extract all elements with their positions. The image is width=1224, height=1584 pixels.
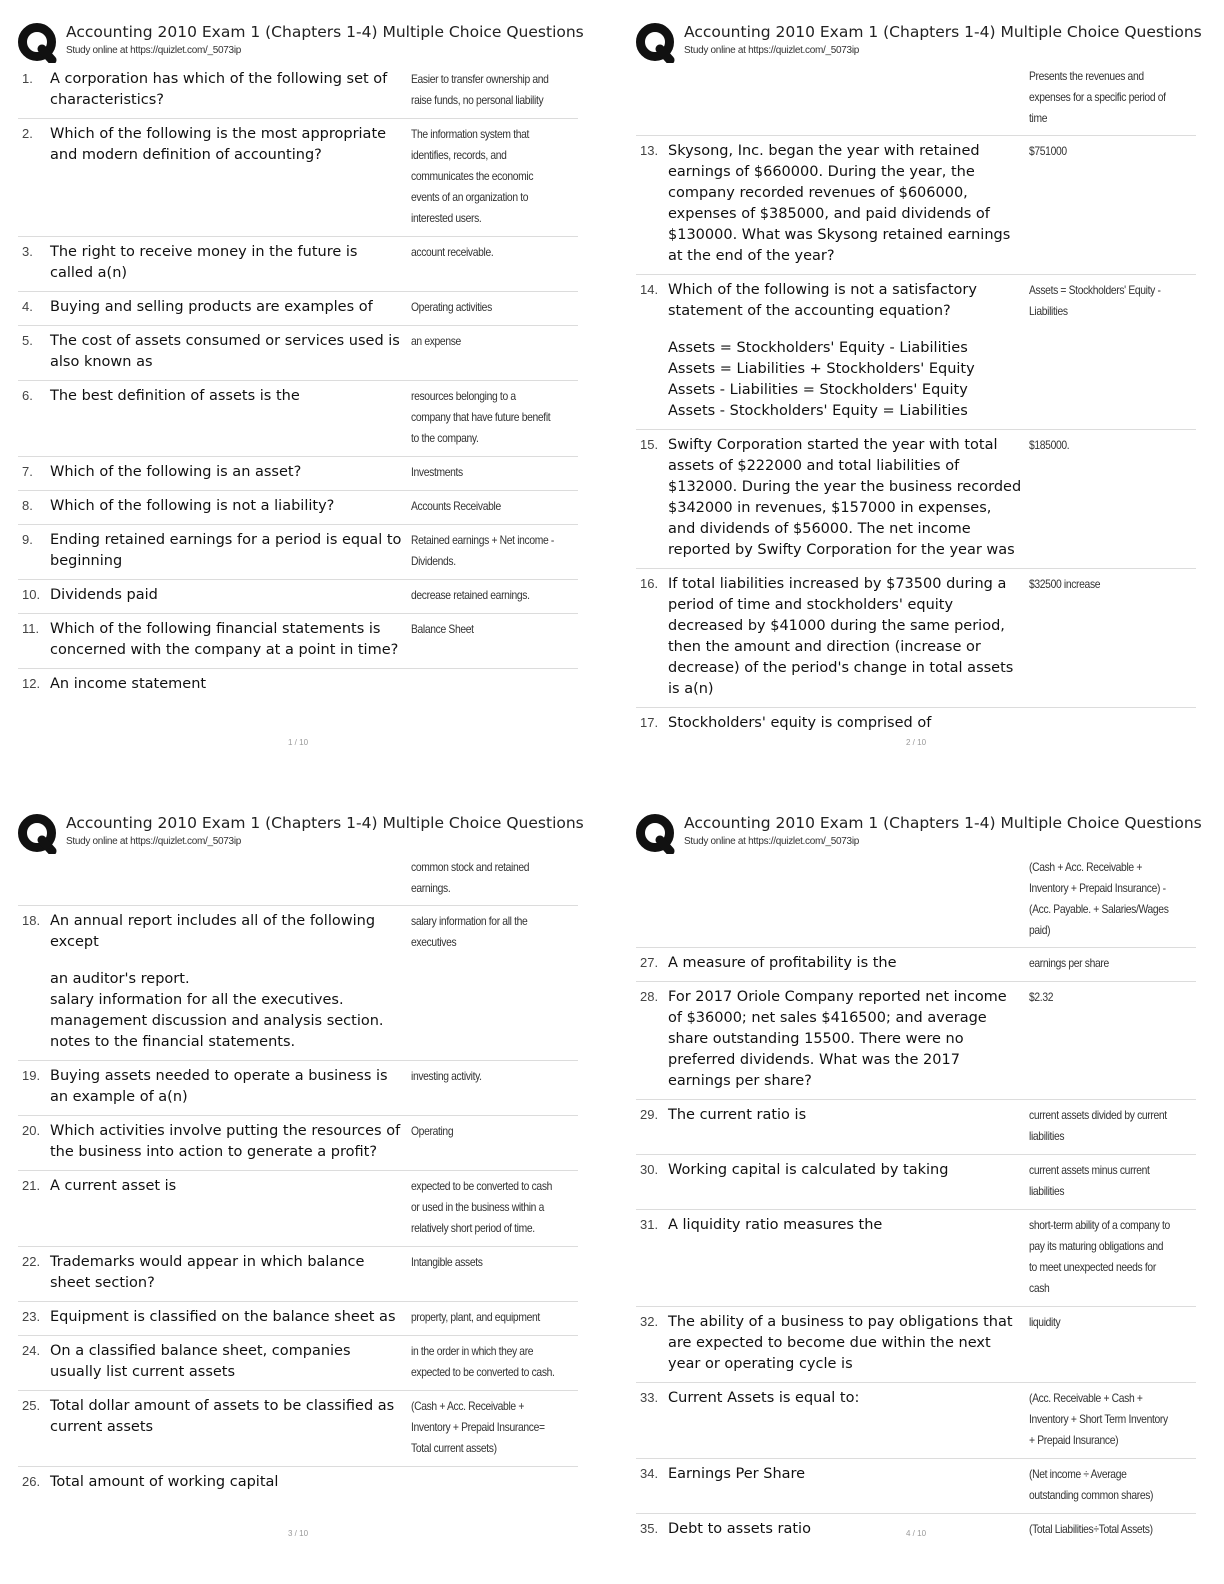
question-row [18,64,578,119]
question-number: 10. [22,587,41,602]
question-text: For 2017 Oriole Company reported net income of $36000; net sales $416500; and average share outstanding 15500. There were no preferred dividends. What was the 2017 earnings per share? [668,989,1007,1089]
page-number: 3 / 10 [288,1529,309,1538]
page-3 [18,811,584,1538]
question-row [18,1391,578,1467]
question-text: On a classified balance sheet, companies usually list current assets [50,1343,351,1380]
question-text: Total dollar amount of assets to be classified as current assets [50,1398,395,1435]
question-row [18,1302,578,1336]
question-text: If total liabilities increased by $73500 during a period of time and stockholders' equity decreased by $41000 during the same period, then the amount and direction (increase or decrease) of the period's change in total assets is a(n) [668,576,1014,697]
answer-text [411,1472,555,1493]
question-row [636,1307,1196,1383]
question-text: Which of the following financial statements is concerned with the company at a point in time? [50,621,399,658]
question-number: 1. [22,71,33,86]
answer-text: Easier to transfer ownership and raise funds, no personal liability [411,72,549,107]
page-header [636,20,1202,64]
question-row [18,457,578,491]
answer-text [411,674,555,695]
answer-text: Investments [411,465,463,479]
answer-text: liquidity [1029,1315,1061,1329]
answer-text: Accounts Receivable [411,499,501,513]
page-number: 1 / 10 [288,738,309,747]
answer-text: current assets minus current liabilities [1029,1163,1150,1198]
question-row [636,136,1196,275]
page-2 [636,20,1202,747]
page-header [636,811,1202,855]
option-list [668,338,1023,422]
answer-text: salary information for all the executives [411,914,528,949]
question-text: Earnings Per Share [668,1466,806,1482]
question-number: 16. [640,576,659,591]
question-row [18,326,578,381]
question-row [636,708,1196,741]
question-number: 32. [640,1314,659,1329]
question-row [18,1336,578,1391]
question-row [636,948,1196,982]
answer-text: common stock and retained earnings. [411,860,530,895]
answer-text: Balance Sheet [411,622,474,636]
page-number: 4 / 10 [906,1529,927,1538]
question-number: 12. [22,676,41,691]
question-row [636,275,1196,430]
question-text: Current Assets is equal to: [668,1390,860,1406]
question-text: Working capital is calculated by taking [668,1162,949,1178]
question-text: An income statement [50,676,207,692]
question-row [18,525,578,580]
quizlet-logo-icon [18,814,58,854]
question-row [18,1247,578,1302]
question-text: Stockholders' equity is comprised of [668,715,932,731]
answer-text: decrease retained earnings. [411,588,530,602]
page-header [18,20,584,64]
question-row [18,292,578,326]
question-number: 34. [640,1466,659,1481]
answer-text: $185000. [1029,438,1070,452]
option-item: management discussion and analysis section. [50,1013,384,1029]
question-text: The ability of a business to pay obligations that are expected to become due within the next year or operating cycle is [668,1314,1013,1372]
question-row [18,1467,578,1500]
question-text: Buying and selling products are examples of [50,299,373,315]
question-row [18,580,578,614]
question-row [18,119,578,237]
quizlet-logo-icon [636,814,676,854]
page-1 [18,20,584,747]
study-link[interactable]: Study online at https://quizlet.com/_5073ip [684,45,859,56]
continued-answer-row [636,855,1196,948]
question-text: Skysong, Inc. began the year with retained earnings of $660000. During the year, the company recorded revenues of $606000, expenses of $385000, and paid dividends of $130000. What was Skysong retained earnings at the end of the year? [668,143,1011,264]
question-block [50,911,411,1053]
question-number: 28. [640,989,659,1004]
continued-answer-row [636,64,1196,136]
question-text: Equipment is classified on the balance sheet as [50,1309,396,1325]
question-number: 23. [22,1309,41,1324]
question-text: Which of the following is an asset? [50,464,302,480]
answer-text: property, plant, and equipment [411,1310,540,1324]
answer-text: The information system that identifies, records, and communicates the economic events of an organization to interested users. [411,127,534,225]
question-row [18,1171,578,1247]
question-number: 33. [640,1390,659,1405]
question-text: Debt to assets ratio [668,1521,811,1537]
document-title: Accounting 2010 Exam 1 (Chapters 1-4) Multiple Choice Questions [66,814,584,832]
question-number: 14. [640,282,659,297]
question-text: The best definition of assets is the [50,388,300,404]
question-number: 29. [640,1107,659,1122]
question-row [18,381,578,457]
question-number: 4. [22,299,33,314]
answer-text: (Cash + Acc. Receivable + Inventory + Prepaid Insurance= Total current assets) [411,1399,545,1455]
question-text: The current ratio is [668,1107,807,1123]
question-number: 22. [22,1254,41,1269]
page-header [18,811,584,855]
question-number: 7. [22,464,33,479]
question-number: 26. [22,1474,41,1489]
question-row [636,1210,1196,1307]
question-text: Ending retained earnings for a period is equal to beginning [50,532,402,569]
answer-text: expected to be converted to cash or used in the business within a relatively short period of time. [411,1179,553,1235]
question-number: 30. [640,1162,659,1177]
answer-text: Operating activities [411,300,492,314]
question-number: 18. [22,913,41,928]
document-title: Accounting 2010 Exam 1 (Chapters 1-4) Multiple Choice Questions [684,23,1202,41]
question-list [636,855,1196,1547]
question-text: The right to receive money in the future is called a(n) [50,244,358,281]
question-text: Dividends paid [50,587,158,603]
question-row [18,1061,578,1116]
question-text: A current asset is [50,1178,177,1194]
answer-text: Assets = Stockholders' Equity - Liabilities [1029,283,1161,318]
option-list [50,969,405,1053]
question-number: 3. [22,244,33,259]
option-item: Assets = Liabilities + Stockholders' Equity [668,361,975,377]
answer-text: earnings per share [1029,956,1109,970]
question-row [636,430,1196,569]
question-number: 9. [22,532,33,547]
question-number: 8. [22,498,33,513]
question-row [18,491,578,525]
document-title: Accounting 2010 Exam 1 (Chapters 1-4) Multiple Choice Questions [66,23,584,41]
question-text: Which of the following is the most appropriate and modern definition of accounting? [50,126,387,163]
question-text: An annual report includes all of the following except [50,913,376,950]
answer-text: $2.32 [1029,990,1054,1004]
question-number: 20. [22,1123,41,1138]
question-list [18,64,578,702]
question-row [636,1155,1196,1210]
question-row [636,1383,1196,1459]
question-row [18,906,578,1061]
question-text: Total amount of working capital [50,1474,279,1490]
answer-text: Retained earnings + Net income - Dividends. [411,533,555,568]
answer-text: resources belonging to a company that have future benefit to the company. [411,389,551,445]
question-number: 17. [640,715,659,730]
question-number: 11. [22,621,40,636]
question-number: 2. [22,126,33,141]
question-number: 15. [640,437,659,452]
question-number: 19. [22,1068,41,1083]
question-number: 27. [640,955,659,970]
question-number: 13. [640,143,659,158]
option-item: Assets - Liabilities = Stockholders' Equity [668,382,968,398]
answer-text: (Cash + Acc. Receivable + Inventory + Prepaid Insurance) - (Acc. Payable. + Salaries/Wages paid) [1029,860,1169,937]
question-row [18,1116,578,1171]
answer-text: (Net income ÷ Average outstanding common shares) [1029,1467,1154,1502]
question-number: 25. [22,1398,41,1413]
question-text: A measure of profitability is the [668,955,897,971]
answer-text: an expense [411,334,461,348]
answer-text: Operating [411,1124,454,1138]
question-text: A corporation has which of the following set of characteristics? [50,71,388,108]
question-text: Which activities involve putting the resources of the business into action to generate a profit? [50,1123,401,1160]
question-text: Which of the following is not a liability? [50,498,335,514]
question-text: The cost of assets consumed or services used is also known as [50,333,400,370]
question-number: 35. [640,1521,659,1536]
question-number: 21. [22,1178,41,1193]
question-row [18,614,578,669]
answer-text: (Acc. Receivable + Cash + Inventory + Short Term Inventory + Prepaid Insurance) [1029,1391,1168,1447]
answer-text: $751000 [1029,144,1067,158]
document-title: Accounting 2010 Exam 1 (Chapters 1-4) Multiple Choice Questions [684,814,1202,832]
question-row [636,569,1196,708]
option-item: salary information for all the executives. [50,992,344,1008]
option-item: an auditor's report. [50,971,190,987]
answer-text: in the order in which they are expected to be converted to cash. [411,1344,555,1379]
question-list [636,64,1196,741]
option-item: Assets = Stockholders' Equity - Liabilities [668,340,968,356]
question-list [18,855,578,1500]
answer-text: Intangible assets [411,1255,483,1269]
question-number: 24. [22,1343,41,1358]
quizlet-logo-icon [18,23,58,63]
option-item: notes to the financial statements. [50,1034,296,1050]
study-link[interactable]: Study online at https://quizlet.com/_5073ip [66,836,241,847]
question-row [636,1459,1196,1514]
question-text: Which of the following is not a satisfactory statement of the accounting equation? [668,282,977,319]
page-4 [636,811,1202,1547]
answer-text [1029,713,1173,734]
question-text: Buying assets needed to operate a business is an example of a(n) [50,1068,388,1105]
continued-answer-row [18,855,578,906]
question-number: 31. [640,1217,659,1232]
answer-text: short-term ability of a company to pay its maturing obligations and to meet unexpected needs for cash [1029,1218,1170,1295]
answer-text: investing activity. [411,1069,482,1083]
question-row [18,669,578,702]
question-row [18,237,578,292]
question-block [668,280,1029,422]
answer-text: $32500 increase [1029,577,1101,591]
question-number: 6. [22,388,33,403]
question-text: A liquidity ratio measures the [668,1217,883,1233]
answer-text: (Total Liabilities÷Total Assets) [1029,1522,1153,1536]
answer-text: Presents the revenues and expenses for a specific period of time [1029,69,1166,125]
question-number: 5. [22,333,33,348]
option-item: Assets - Stockholders' Equity = Liabilities [668,403,968,419]
study-link[interactable]: Study online at https://quizlet.com/_5073ip [684,836,859,847]
question-row [636,1100,1196,1155]
quizlet-logo-icon [636,23,676,63]
answer-text: account receivable. [411,245,494,259]
question-text: Trademarks would appear in which balance sheet section? [50,1254,365,1291]
answer-text: current assets divided by current liabilities [1029,1108,1167,1143]
question-text: Swifty Corporation started the year with total assets of $222000 and total liabilities of $132000. During the year the business recorded $342000 in revenues, $157000 in expenses, and dividends of $56000. The net income reported by Swifty Corporation for the year was [668,437,1022,558]
page-number: 2 / 10 [906,738,927,747]
study-link[interactable]: Study online at https://quizlet.com/_5073ip [66,45,241,56]
question-row [636,982,1196,1100]
